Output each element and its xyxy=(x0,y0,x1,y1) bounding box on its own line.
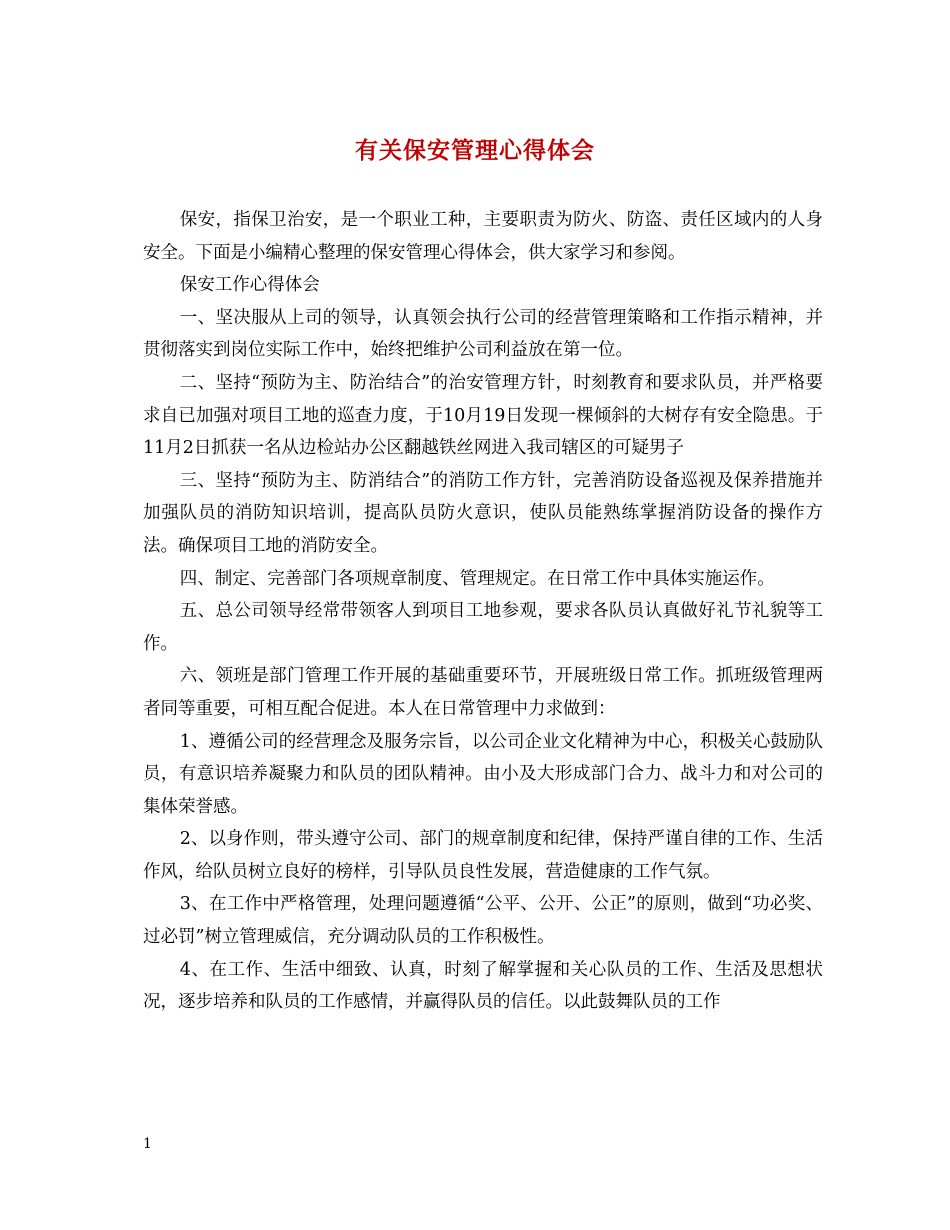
paragraph-item-6: 六、领班是部门管理工作开展的基础重要环节，开展班级日常工作。抓班级管理两者同等重要，可相互配合促进。本人在日常管理中力求做到： xyxy=(143,666,823,719)
section-heading: 保安工作心得体会 xyxy=(179,275,320,296)
page-number: 1 xyxy=(143,1136,152,1152)
paragraph-item-4: 四、制定、完善部门各项规章制度、管理规定。在日常工作中具体实施运作。 xyxy=(179,568,775,589)
page-title: 有关保安管理心得体会 xyxy=(355,137,595,164)
paragraph-intro: 保安，指保卫治安，是一个职业工种，主要职责为防火、防盗、责任区域内的人身安全。下面是小编精心整理的保安管理心得体会，供大家学习和参阅。 xyxy=(143,210,823,263)
paragraph-subitem-2: 2、以身作则，带头遵守公司、部门的规章制度和纪律，保持严谨自律的工作、生活作风，给队员树立良好的榜样，引导队员良性发展，营造健康的工作气氛。 xyxy=(143,829,823,882)
paragraph-item-2: 二、坚持“预防为主、防治结合”的治安管理方针，时刻教育和要求队员，并严格要求自已加强对项目工地的巡查力度，于10月19日发现一棵倾斜的大树存有安全隐患。于11月2日抓获一名从边检站办公区翻越铁丝网进入我司辖区的可疑男子 xyxy=(143,372,823,459)
paragraph-item-5: 五、总公司领导经常带领客人到项目工地参观，要求各队员认真做好礼节礼貌等工作。 xyxy=(143,601,823,654)
paragraph-subitem-4: 4、在工作、生活中细致、认真，时刻了解掌握和关心队员的工作、生活及思想状况，逐步培养和队员的工作感情，并赢得队员的信任。以此鼓舞队员的工作 xyxy=(143,959,823,1013)
paragraph-subitem-3: 3、在工作中严格管理，处理问题遵循“公平、公开、公正”的原则，做到“功必奖、过必罚”树立管理威信，充分调动队员的工作积极性。 xyxy=(143,894,823,948)
paragraph-item-3: 三、坚持“预防为主、防消结合”的消防工作方针，完善消防设备巡视及保养措施并加强队员的消防知识培训，提高队员防火意识，使队员能熟练掌握消防设备的操作方法。确保项目工地的消防安全。 xyxy=(143,470,823,556)
document-body xyxy=(143,204,823,1019)
paragraph-subitem-1: 1、遵循公司的经营理念及服务宗旨，以公司企业文化精神为中心，积极关心鼓励队员，有意识培养凝聚力和队员的团队精神。由小及大形成部门合力、战斗力和对公司的集体荣誉感。 xyxy=(143,731,823,817)
paragraph-item-1: 一、坚决服从上司的领导，认真领会执行公司的经营管理策略和工作指示精神，并贯彻落实到岗位实际工作中，始终把维护公司利益放在第一位。 xyxy=(143,307,823,361)
